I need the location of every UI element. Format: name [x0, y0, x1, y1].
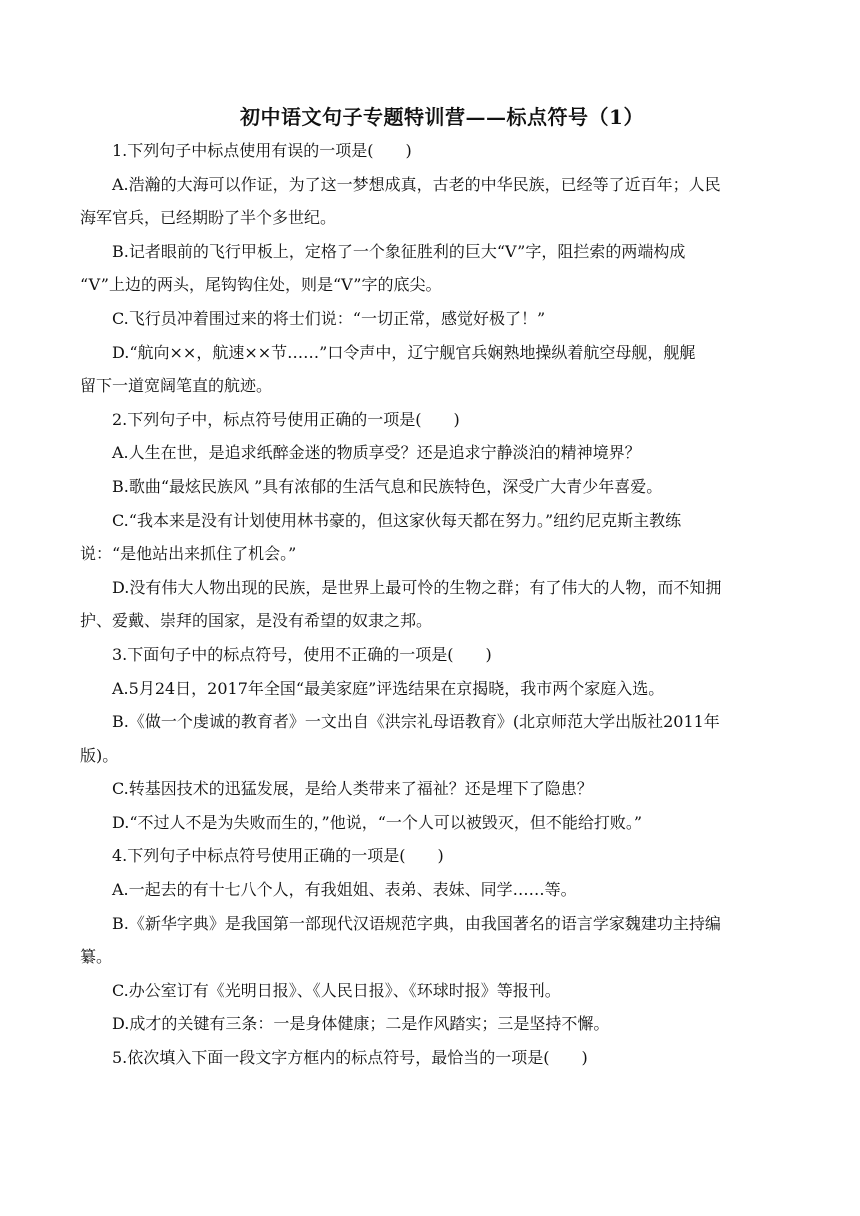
- text-line: B.记者眼前的飞行甲板上，定格了一个象征胜利的巨大“V”字，阻拦索的两端构成: [112, 241, 686, 261]
- text-line: D.“航向××，航速××节……”口令声中，辽宁舰官兵娴熟地操纵着航空母舰，舰艉: [112, 342, 696, 362]
- text-line: C.“我本来是没有计划使用林书豪的，但这家伙每天都在努力。”纽约尼克斯主教练: [112, 510, 682, 530]
- text-line: 纂。: [80, 947, 113, 967]
- text-line: 留下一道宽阔笔直的航迹。: [80, 376, 273, 396]
- document-body: [80, 134, 780, 1075]
- text-line: C.飞行员冲着围过来的将士们说：“一切正常，感觉好极了！”: [112, 308, 546, 328]
- text-line: 护、爱戴、崇拜的国家，是没有希望的奴隶之邦。: [80, 611, 433, 631]
- text-line: 说：“是他站出来抓住了机会。”: [80, 544, 297, 564]
- text-line: 5.依次填入下面一段文字方框内的标点符号，最恰当的一项是( ): [112, 1048, 588, 1068]
- text-line: D.成才的关键有三条：一是身体健康；二是作风踏实；三是坚持不懈。: [112, 1014, 610, 1034]
- text-line: 1.下列句子中标点使用有误的一项是( ): [112, 141, 412, 160]
- text-line: A.一起去的有十七八个人，有我姐姐、表弟、表妹、同学……等。: [112, 880, 577, 900]
- text-line: 4.下列句子中标点符号使用正确的一项是( ): [112, 846, 444, 866]
- text-line: “V”上边的两头，尾钩钩住处，则是“V”字的底尖。: [80, 275, 442, 295]
- document-title: 初中语文句子专题特训营——标点符号（1）: [240, 105, 644, 129]
- text-line: D.“不过人不是为失败而生的，”他说，“一个人可以被毁灭，但不能给打败。”: [112, 812, 643, 832]
- text-line: A.人生在世，是追求纸醉金迷的物质享受？还是追求宁静淡泊的精神境界？: [112, 443, 641, 463]
- text-line: 海军官兵，已经期盼了半个多世纪。: [80, 208, 337, 228]
- text-line: D.没有伟大人物出现的民族，是世界上最可怜的生物之群；有了伟大的人物，而不知拥: [112, 577, 722, 597]
- text-line: A.浩瀚的大海可以作证，为了这一梦想成真，古老的中华民族，已经等了近百年；人民: [112, 174, 721, 194]
- text-line: C.办公室订有《光明日报》、《人民日报》、《环球时报》等报刊。: [112, 980, 561, 1000]
- text-line: B.《新华字典》是我国第一部现代汉语规范字典，由我国著名的语言学家魏建功主持编: [112, 913, 721, 933]
- text-line: 3.下面句子中的标点符号，使用不正确的一项是( ): [112, 644, 492, 664]
- text-line: B.歌曲“最炫民族风 ”具有浓郁的生活气息和民族特色，深受广大青少年喜爱。: [112, 476, 663, 496]
- text-line: C.转基因技术的迅猛发展，是给人类带来了福祉？还是埋下了隐患？: [112, 779, 593, 799]
- text-line: 版)。: [80, 745, 119, 765]
- text-line: A.5月24日，2017年全国“最美家庭”评选结果在京揭晓，我市两个家庭入选。: [112, 678, 665, 698]
- text-line: B.《做一个虔诚的教育者》一文出自《洪宗礼母语教育》(北京师范大学出版社2011年: [112, 712, 720, 732]
- text-line: 2.下列句子中，标点符号使用正确的一项是( ): [112, 409, 460, 429]
